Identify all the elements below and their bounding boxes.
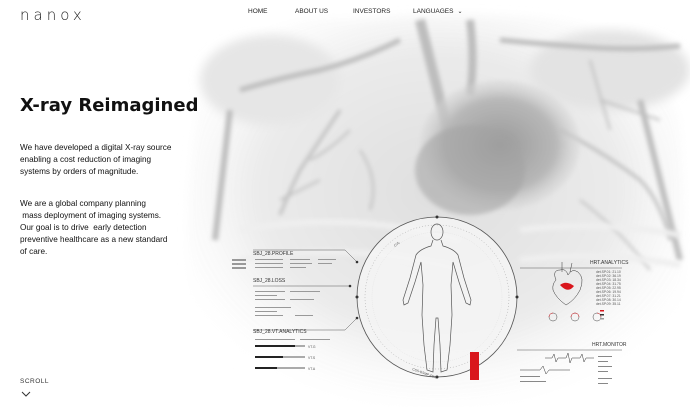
circle-label-bottom: CSS-BSMP-FBR [411,367,438,380]
hero-p2-line: mass deployment of imaging systems. [20,211,162,220]
profile-panel-title: SBJ_28.PROFILE [253,251,294,257]
nav-about-us[interactable]: ABOUT US [295,8,329,15]
nav-languages-label: LANGUAGES [413,8,454,15]
hero-p2-line: of care. [20,247,48,256]
hrt-legend [600,310,604,320]
hrt-value: det.SP.03: 18.34 [596,278,621,282]
ecg-monitor [520,353,594,374]
hero-p2-line: Our goal is to drive early detection [20,223,147,232]
hrt-value: det.SP.07: 31.21 [596,294,621,298]
hrt-value: det.SP.06: 19.94 [596,290,621,294]
hero-p2-line: preventive healthcare as a new standard [20,235,168,244]
vt-row-label: VT.A [308,367,316,371]
hrt-value: det.SP.04: 31.75 [596,282,621,286]
chevron-down-icon: ⌄ [457,9,463,15]
circle-label-top: CVL [393,240,401,248]
hrt-values-list [596,270,621,306]
loss-panel-title: SBJ_28.LOSS [253,278,286,284]
nav-home[interactable]: HOME [248,8,268,15]
hrt-value: det.SP.01: 21.10 [596,270,621,274]
gauge-icons [549,313,601,321]
red-level-bar [470,352,479,380]
profile-panel-data [232,259,336,340]
hrt-value: det.SP.02: 36.19 [596,274,621,278]
vt-bars [255,345,305,369]
heart-diagram-icon [553,262,582,305]
hero-p1-line: We have developed a digital X-ray source [20,143,172,152]
scroll-label[interactable]: SCROLL [20,378,50,385]
vt-row-label: VT.G [308,345,316,349]
nav-investors[interactable]: INVESTORS [353,8,391,15]
hrt-monitor-title: HRT.MONITOR [592,342,627,348]
hrt-value: det.SP.09: 35.11 [596,302,621,306]
hero-p2-line: We are a global company planning [20,199,146,208]
vt-panel-title: SBJ_28.VT.ANALYTICS [253,329,307,335]
hrt-analytics-title: HRT.ANALYTICS [590,260,629,266]
hero-p1-line: systems by orders of magnitude. [20,167,139,176]
hrt-value: det.SP.08: 30.14 [596,298,621,302]
hrt-value: det.SP.05: 22.95 [596,286,621,290]
hero-p1-line: enabling a cost reduction of imaging [20,155,152,164]
vt-row-label: VT.S [308,356,316,360]
nanox-logo[interactable]: nanox [20,6,86,24]
hero-title: X-ray Reimagined [20,95,199,116]
